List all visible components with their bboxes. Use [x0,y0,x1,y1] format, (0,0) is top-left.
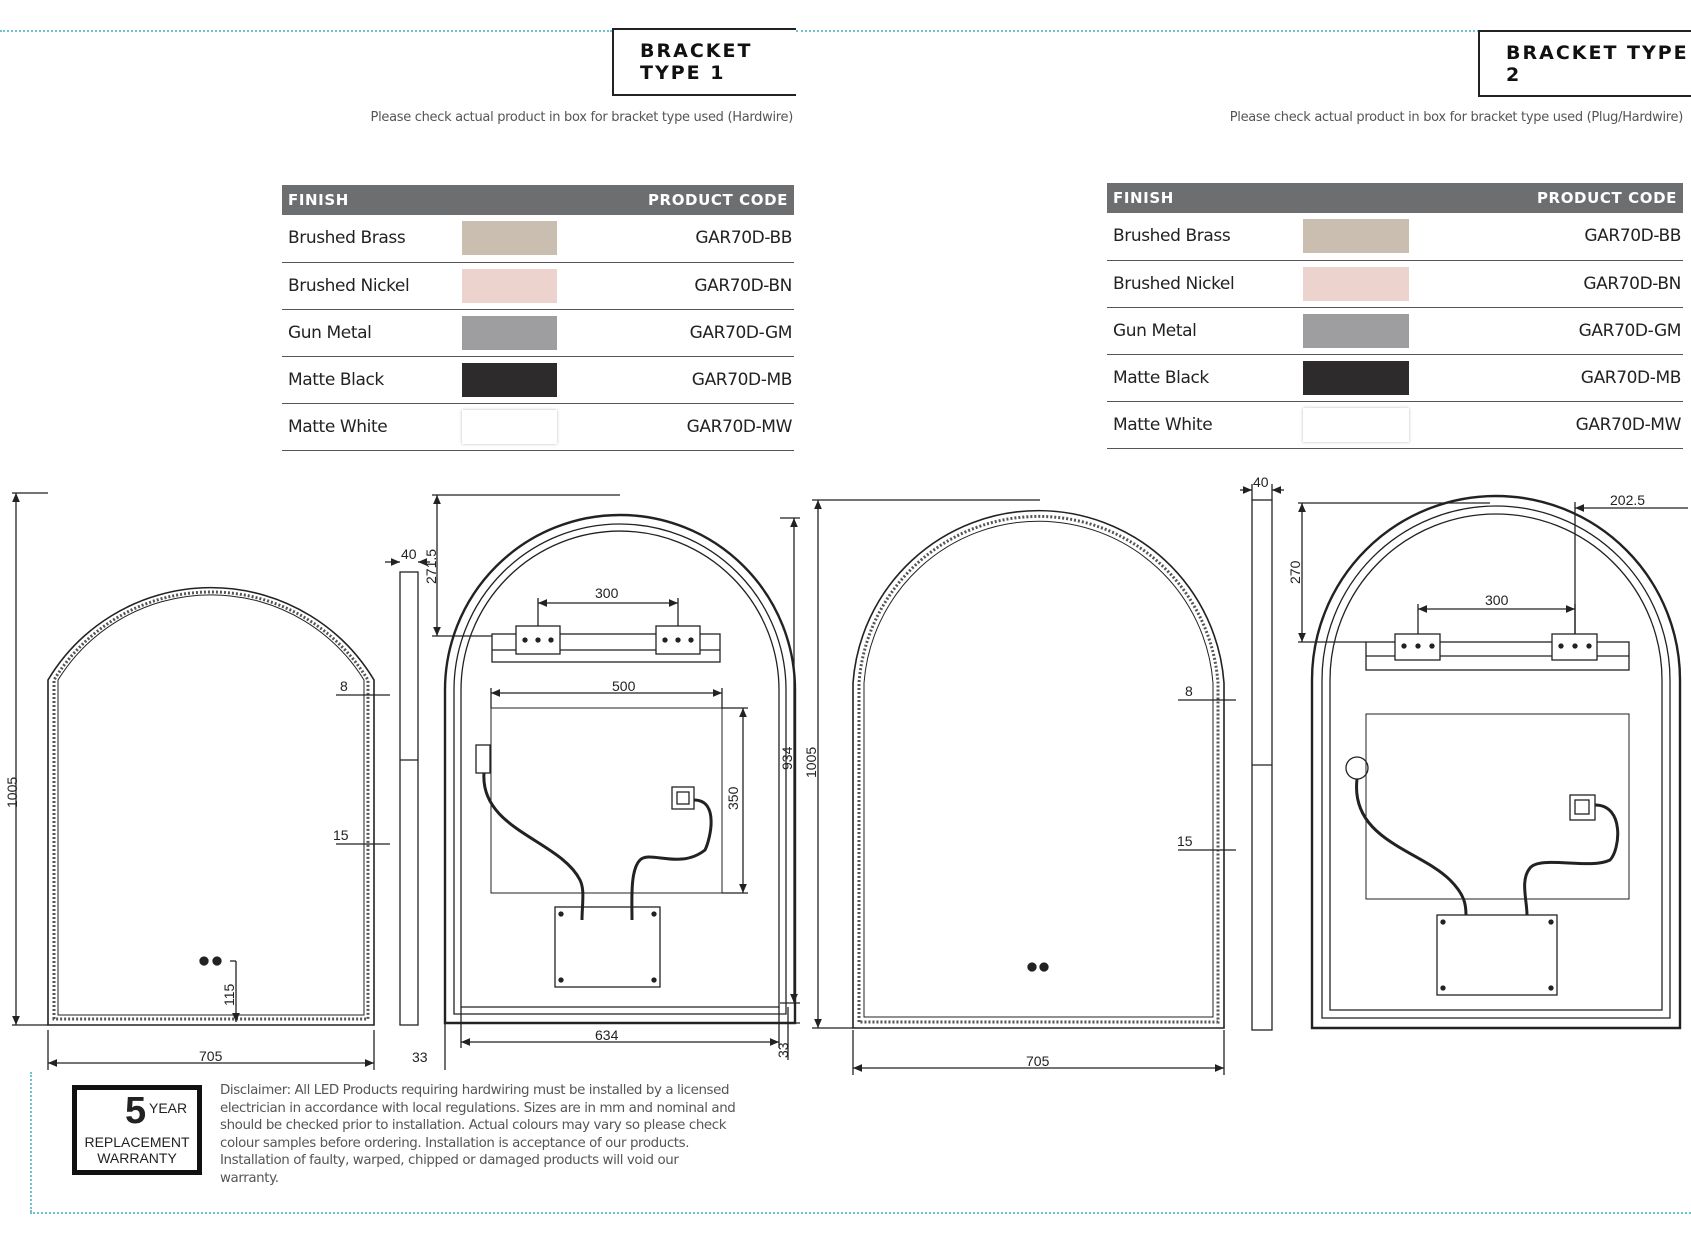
finish-header: FINISH [1107,183,1297,213]
dim-offset-33-horizontal: 33 [412,1049,428,1065]
product-code-header: PRODUCT CODE [596,185,794,215]
dim-depth-2: 40 [1253,474,1269,490]
product-code: GAR70D-MB [596,356,794,403]
finish-name: Brushed Nickel [282,262,456,309]
dim-panel-350: 350 [725,786,741,810]
warranty-line-2: REPLACEMENT [84,1134,190,1150]
finish-name: Brushed Brass [1107,213,1297,260]
dim-top-270: 270 [1287,560,1303,584]
dim-edge-15-2: 15 [1177,833,1193,849]
warranty-year-label: YEAR [149,1100,188,1116]
dim-offset-2025: 202.5 [1610,492,1646,508]
finish-name: Brushed Brass [282,215,456,262]
product-code: GAR70D-BN [596,262,794,309]
product-code: GAR70D-BB [596,215,794,262]
dim-height-2: 1005 [803,746,819,778]
back-view-2 [1312,496,1680,1028]
dim-width-634: 634 [595,1027,619,1043]
product-code: GAR70D-GM [1466,307,1683,354]
finish-header: FINISH [282,185,456,215]
dim-edge-8-2: 8 [1185,683,1193,699]
warranty-line-3: WARRANTY [97,1150,177,1166]
bracket-type-1-note: Please check actual product in box for bracket type used (Hardwire) [370,110,793,125]
product-code: GAR70D-MW [1466,401,1683,448]
bracket-type-2-title: BRACKET TYPE 2 [1478,30,1691,97]
finish-name: Matte White [282,403,456,450]
finish-name: Brushed Nickel [1107,260,1297,307]
dim-height-1: 1005 [4,776,20,808]
finish-name: Matte White [1107,401,1297,448]
finish-name: Matte Black [282,356,456,403]
finish-name: Gun Metal [1107,307,1297,354]
dim-bracket-300-1: 300 [595,585,619,601]
warranty-years: 5 [125,1090,147,1132]
dim-edge-8-1: 8 [340,678,348,694]
product-code: GAR70D-BB [1466,213,1683,260]
bracket-type-2-note: Please check actual product in box for bracket type used (Plug/Hardwire) [1229,110,1683,125]
dim-width-2: 705 [1026,1053,1050,1069]
dim-depth-1: 40 [401,546,417,562]
dim-sensor-115: 115 [221,983,237,1006]
front-view-1 [48,588,374,1025]
dim-width-1: 705 [199,1048,223,1064]
disclaimer-text: Disclaimer: All LED Products requiring hardwiring must be installed by a licensed electrician in accordance with local regulations. Sizes are in mm and nominal and should be checked prior to installation. Actual colours may vary so please check colour samples before ordering. Installation is acceptance of our products. Installation of faulty, warped, chipped or damaged products will void our warranty. [220,1083,736,1186]
dim-edge-15-1: 15 [333,827,349,843]
dim-top-2715: 271.5 [423,548,439,584]
product-code: GAR70D-BN [1466,260,1683,307]
dim-height-934: 934 [779,746,795,770]
product-code: GAR70D-GM [596,309,794,356]
dim-offset-33-vertical: 33 [775,1042,791,1058]
dim-panel-500: 500 [612,678,636,694]
bracket-type-1-title: BRACKET TYPE 1 [612,28,796,96]
finish-name: Matte Black [1107,354,1297,401]
finish-name: Gun Metal [282,309,456,356]
dim-bracket-300-2: 300 [1485,592,1509,608]
front-view-2 [853,511,1224,1028]
warranty-badge [72,1085,202,1175]
product-code: GAR70D-MB [1466,354,1683,401]
product-code-header: PRODUCT CODE [1466,183,1683,213]
product-code: GAR70D-MW [596,403,794,450]
